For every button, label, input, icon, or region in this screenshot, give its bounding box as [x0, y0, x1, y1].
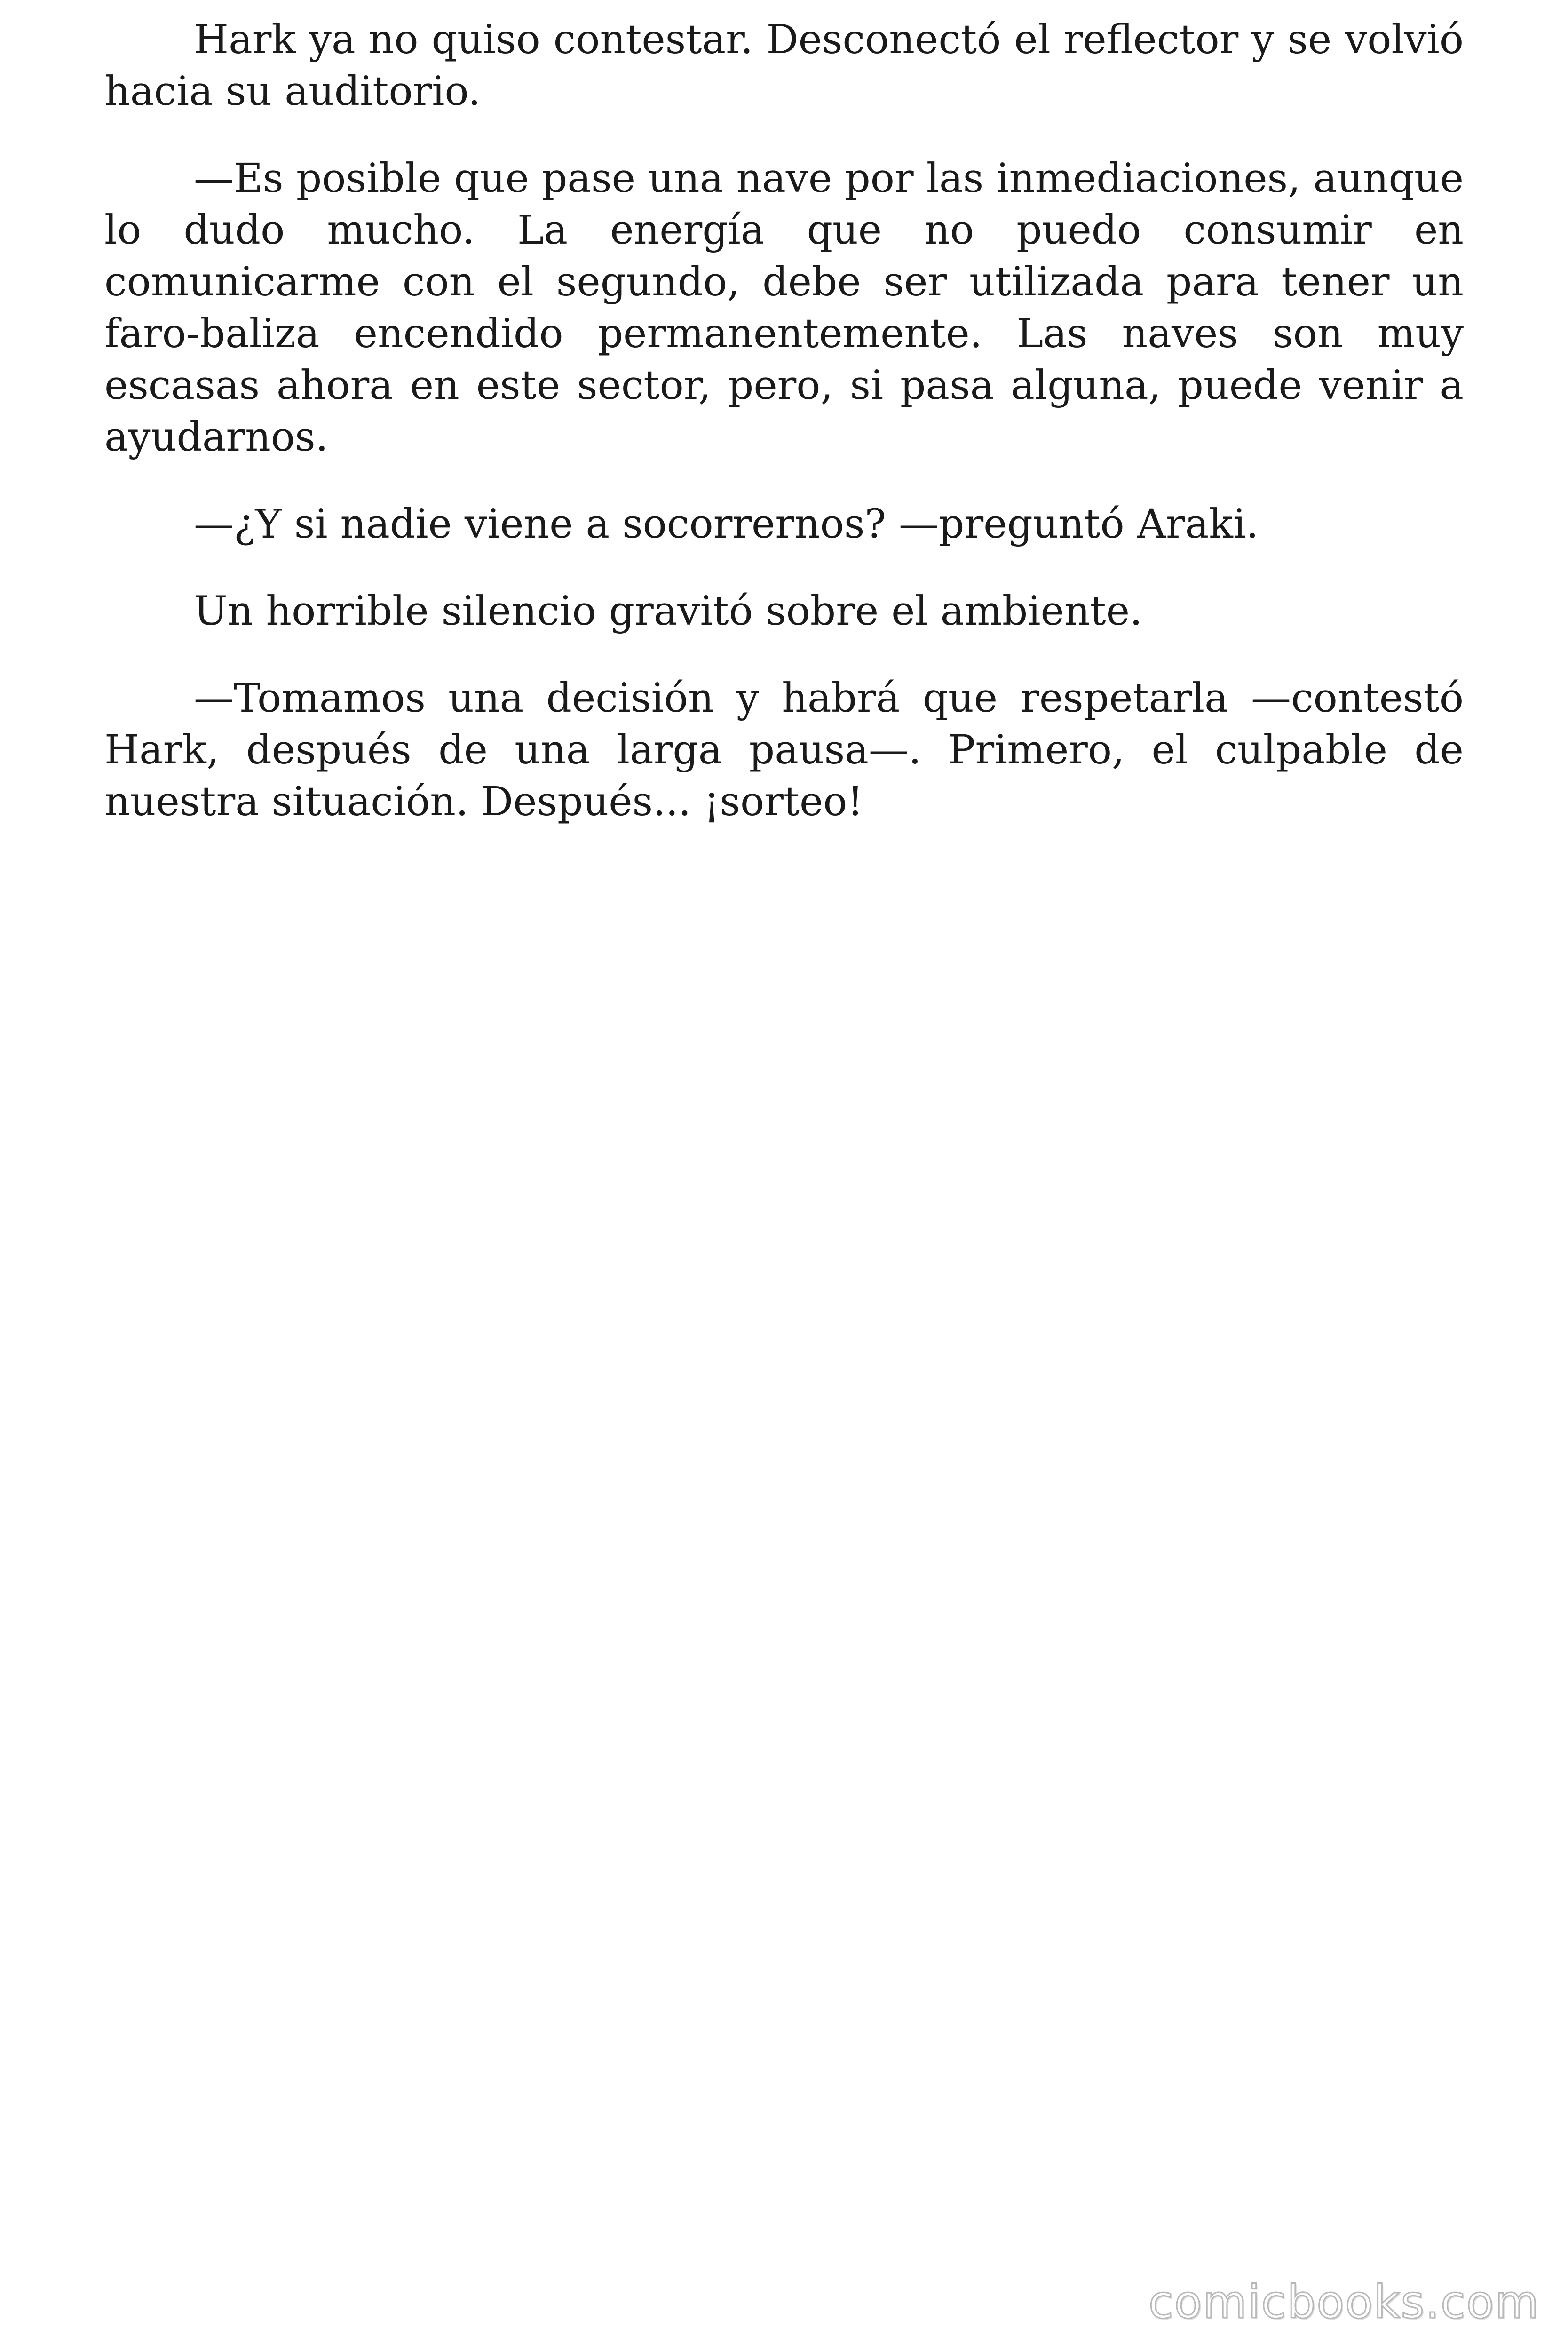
paragraph-4: Un horrible silencio gravitó sobre el ambiente.	[194, 588, 1143, 635]
body-text	[104, 14, 1464, 863]
paragraph-5: —Tomamos una decisión y habrá que respetarla —contestó Hark, después de una larga pausa—. Primero, el culpable de nuestra situación. Después... ¡sorteo!	[104, 675, 1464, 825]
paragraph-3: —¿Y si nadie viene a socorrernos? —preguntó Araki.	[194, 501, 1259, 548]
watermark: comicbooks.com	[1148, 2276, 1540, 2328]
paragraph-1: Hark ya no quiso contestar. Desconectó el reflector y se volvió hacia su auditorio.	[104, 16, 1464, 115]
paragraph-2: —Es posible que pase una nave por las inmediaciones, aunque lo dudo mucho. La energía que no puedo consumir en comunicarme con el segundo, debe ser utilizada para tener un faro-baliza encendido permanentemente. Las naves son muy escasas ahora en este sector, pero, si pasa alguna, puede venir a ayudarnos.	[104, 155, 1464, 461]
